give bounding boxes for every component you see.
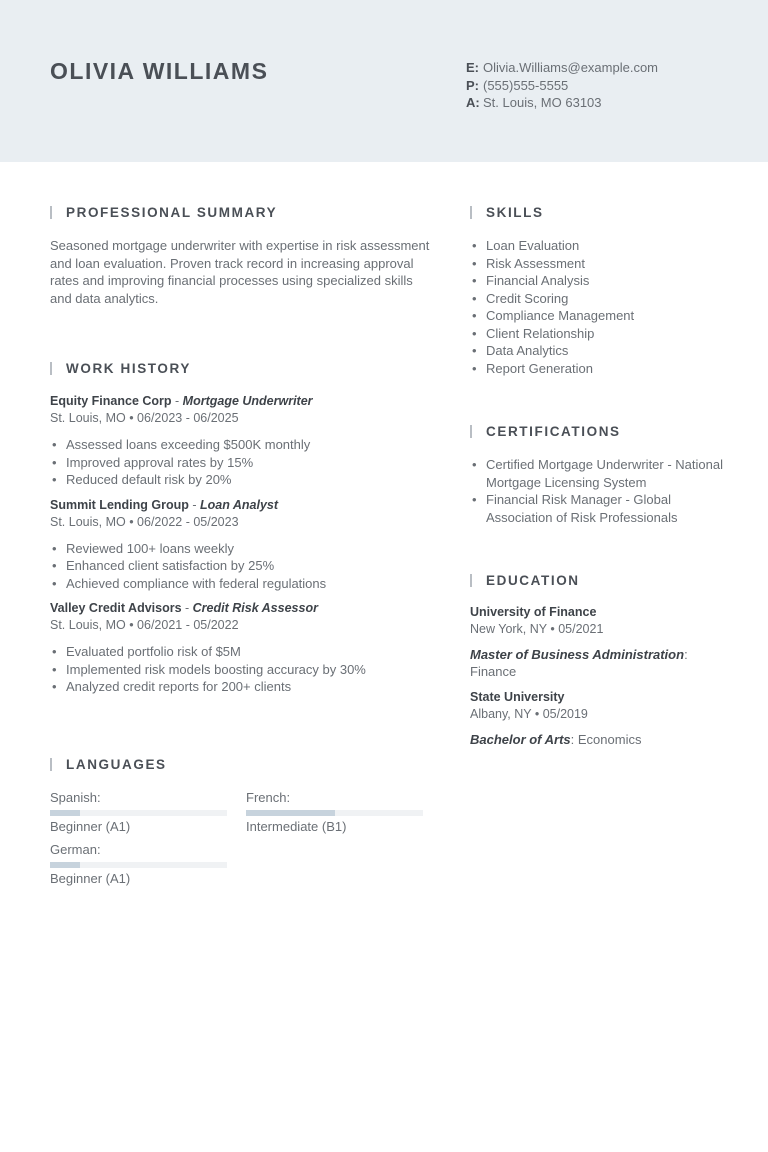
list-item: • Reduced default risk by 20%	[50, 471, 430, 489]
job-entry	[50, 497, 430, 593]
certifications-list	[470, 456, 730, 526]
proficiency-track	[50, 862, 227, 868]
section-title-text: WORK HISTORY	[66, 360, 191, 376]
contact-phone	[466, 77, 658, 95]
job-header	[50, 497, 430, 514]
job-header	[50, 600, 430, 617]
job-header	[50, 393, 430, 410]
section-title-work	[50, 359, 430, 377]
job-role: Credit Risk Assessor	[192, 601, 318, 615]
section-title-education	[470, 571, 730, 589]
language-item-french	[246, 789, 423, 835]
list-item: • Compliance Management	[470, 307, 730, 325]
education-degree	[470, 731, 730, 748]
list-item: • Assessed loans exceeding $500K monthly	[50, 436, 430, 454]
section-title-certifications	[470, 422, 730, 440]
proficiency-fill	[246, 810, 335, 816]
job-bullets	[50, 540, 430, 593]
proficiency-fill	[50, 810, 80, 816]
list-item: • Certified Mortgage Underwriter - National Mortgage Licensing System	[470, 456, 730, 491]
contact-address	[466, 94, 658, 112]
job-bullets	[50, 643, 430, 696]
list-item: • Improved approval rates by 15%	[50, 454, 430, 472]
skills-list	[470, 237, 730, 377]
list-item: • Loan Evaluation	[470, 237, 730, 255]
job-meta: St. Louis, MO • 06/2023 - 06/2025	[50, 411, 239, 425]
language-level: Beginner (A1)	[50, 871, 131, 886]
language-level: Intermediate (B1)	[246, 819, 347, 834]
language-name: French:	[246, 790, 291, 805]
degree-field: : Finance	[470, 647, 688, 679]
section-title-summary	[50, 203, 430, 221]
job-entry	[50, 393, 430, 489]
job-meta: St. Louis, MO • 06/2022 - 05/2023	[50, 514, 239, 529]
list-item: • Data Analytics	[470, 342, 730, 360]
contact-block	[466, 59, 658, 112]
list-item: • Implemented risk models boosting accuracy by 30%	[50, 661, 430, 679]
list-item: • Report Generation	[470, 360, 730, 378]
header-band	[0, 0, 768, 162]
list-item: • Client Relationship	[470, 325, 730, 343]
separator: -	[181, 601, 193, 615]
degree-name: Bachelor of Arts	[470, 732, 571, 747]
section-title-text: SKILLS	[486, 204, 544, 220]
email-value: Olivia.Williams@example.com	[483, 60, 659, 75]
degree-field: : Economics	[570, 732, 642, 747]
section-title-text: LANGUAGES	[66, 756, 167, 772]
separator: -	[188, 497, 200, 512]
proficiency-fill	[50, 862, 80, 868]
contact-label: E:	[466, 60, 479, 75]
school-name: University of Finance	[470, 605, 597, 619]
school-name: State University	[470, 690, 565, 704]
address-value: St. Louis, MO 63103	[483, 95, 602, 110]
right-column	[470, 203, 730, 748]
section-bar	[470, 206, 472, 219]
phone-value: (555)555-5555	[483, 77, 569, 93]
job-role: Mortgage Underwriter	[182, 394, 313, 408]
section-title-text: EDUCATION	[486, 572, 580, 588]
section-title-languages	[50, 755, 167, 773]
education-entry	[470, 689, 730, 748]
education-entry	[470, 604, 730, 680]
job-meta: St. Louis, MO • 06/2021 - 05/2022	[50, 618, 239, 632]
company-name: Summit Lending Group	[50, 497, 189, 512]
language-item-spanish	[50, 789, 227, 835]
education-degree	[470, 646, 730, 680]
degree-name: Master of Business Administration	[470, 647, 685, 662]
job-role: Loan Analyst	[200, 497, 279, 512]
language-name: Spanish:	[50, 790, 101, 805]
language-level: Beginner (A1)	[50, 819, 131, 834]
section-title-skills	[470, 203, 730, 221]
contact-label: A:	[466, 95, 480, 110]
language-name: German:	[50, 842, 101, 857]
list-item: • Analyzed credit reports for 200+ clients	[50, 678, 430, 696]
list-item: • Reviewed 100+ loans weekly	[50, 540, 430, 558]
proficiency-track	[246, 810, 423, 816]
list-item: • Credit Scoring	[470, 290, 730, 308]
left-column	[50, 203, 430, 696]
list-item: • Financial Analysis	[470, 272, 730, 290]
candidate-name: OLIVIA WILLIAMS	[50, 58, 269, 84]
section-title-text: PROFESSIONAL SUMMARY	[66, 204, 278, 220]
summary-text: Seasoned mortgage underwriter with expertise in risk assessment and loan evaluation. Proven track record in increasing approval rates and improving financial processes using specialized skills and data analytics.	[50, 238, 430, 306]
list-item: • Evaluated portfolio risk of $5M	[50, 643, 430, 661]
education-meta: Albany, NY • 05/2019	[470, 707, 588, 721]
section-title-text: CERTIFICATIONS	[486, 423, 621, 439]
company-name: Equity Finance Corp	[50, 394, 172, 408]
section-bar	[50, 206, 52, 219]
section-bar	[470, 574, 472, 587]
job-bullets	[50, 436, 430, 489]
section-bar	[50, 362, 52, 375]
list-item: • Enhanced client satisfaction by 25%	[50, 557, 430, 575]
proficiency-track	[50, 810, 227, 816]
section-bar	[470, 425, 472, 438]
education-meta: New York, NY • 05/2021	[470, 622, 604, 636]
company-name: Valley Credit Advisors	[50, 601, 182, 615]
list-item: • Risk Assessment	[470, 255, 730, 273]
list-item: • Achieved compliance with federal regulations	[50, 575, 430, 593]
job-entry	[50, 600, 430, 696]
contact-email	[466, 59, 658, 77]
language-item-german	[50, 841, 227, 887]
separator: -	[171, 394, 183, 408]
section-bar	[50, 758, 52, 771]
contact-label: P:	[466, 77, 479, 93]
list-item: • Financial Risk Manager - Global Association of Risk Professionals	[470, 491, 730, 526]
